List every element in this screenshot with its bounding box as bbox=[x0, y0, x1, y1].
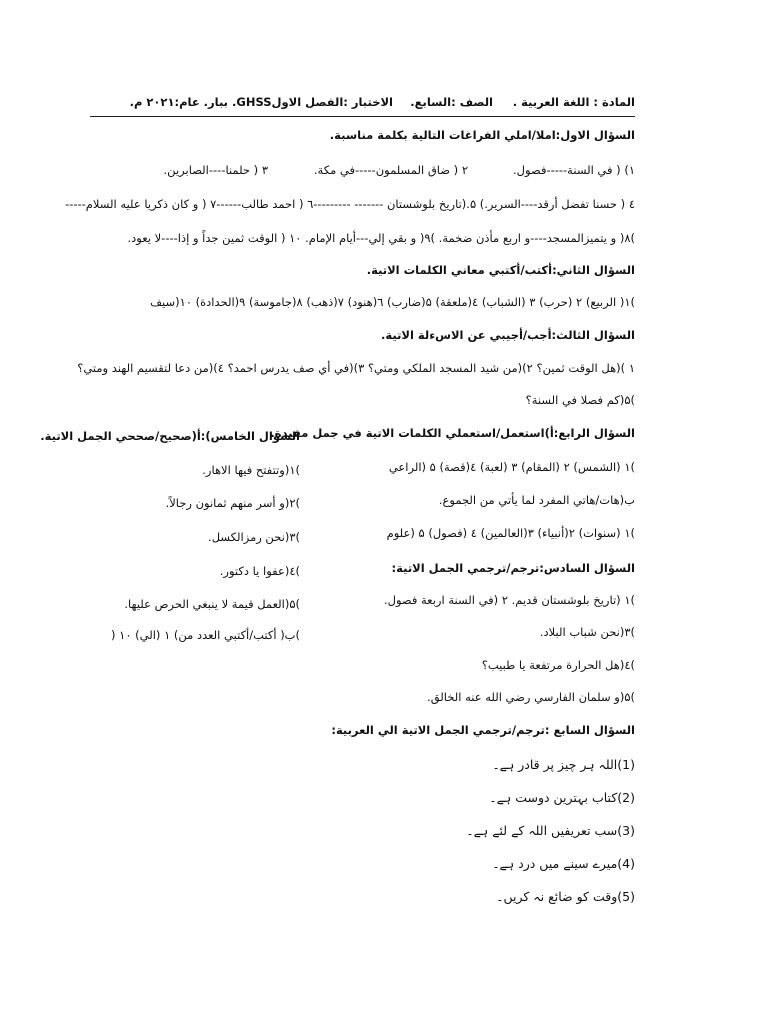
q3-line2: )۵(كم فصلا في السنة؟ bbox=[525, 393, 635, 407]
header-grade: الصف :السابع. bbox=[410, 95, 493, 109]
q7-title: السؤال السابع :ترجم/ترجمي الجمل الاتية الي العربية: bbox=[331, 723, 635, 737]
q5-item: )ب( أكتب/أكتبي العدد من) ۱ (الي) ۱۰ ( bbox=[110, 628, 300, 642]
q4-title: السؤال الرابع:أ)استعمل/استعملي الكلمات الاتية في جمل مفيدة. bbox=[270, 426, 635, 440]
q7-item: (2)کتاب بہترین دوست ہے۔ bbox=[489, 790, 635, 805]
q6-item: )۳(نحن شباب البلاد. bbox=[539, 625, 635, 639]
q7-item: (3)سب تعریفیں اللہ کے لئے ہے۔ bbox=[466, 823, 635, 838]
q5-title: السؤال الخامس):أ(صحيح/صححي الجمل الاتية. bbox=[40, 429, 300, 443]
q3-title: السؤال الثالث:أجب/أجيبي عن الاسءلة الاتية. bbox=[381, 328, 635, 342]
q5-item: )۵(العمل قيمة لا ينبغي الحرص عليها. bbox=[124, 597, 300, 611]
q5-item: )۳(نحن رمزالكسل. bbox=[208, 530, 300, 544]
q1-line1-a: ۱) ( في السنة-----فصول. bbox=[513, 163, 635, 177]
q1-line1-c: ۳ ( حلمنا----الصابرين. bbox=[163, 163, 268, 177]
q1-line1-b: ۲ ( ضاق المسلمون-----في مكة. bbox=[313, 163, 468, 177]
q7-item: (4)میرے سینے میں درد ہے۔ bbox=[492, 856, 635, 871]
q4-line2: ب(هات/هاتي المفرد لما يأتي من الجموع. bbox=[438, 493, 635, 507]
q5-item: )٤(عفوا يا دكتور. bbox=[219, 564, 300, 578]
q2-title: السؤال الثاني:أكتب/أكتبي معاني الكلمات الاتية. bbox=[366, 263, 635, 277]
q1-line2: ٤ ( حسنا تفضل أرقد----السرير.) ۵.(تاريخ بلوشستان ------- ---------٦ ( احمد طالب------۷ ( و كان ذكريا عليه السلام----- bbox=[65, 197, 635, 211]
q3-line1: ۱ )(هل الوقت ثمين؟ ۲)(من شيد المسجد الملكي ومتي؟ ۳)(في أي صف يدرس احمد؟ ٤)(من دعا لتقسيم الهند ومتي؟ bbox=[77, 361, 635, 375]
header-exam: الاختبار :الفصل الاولGHSS. ببار. عام:۲۰۲۱ م. bbox=[129, 95, 393, 109]
header-divider bbox=[90, 116, 635, 117]
q2-line1: )۱( الربيع) ۲ (حرب) ۳ (الشباب) ٤(ملعقة) ۵(ضارب) ٦(هنود) ۷(ذهب) ۸(جاموسة) ۹(الحدادة) ۱۰(سيف bbox=[150, 295, 635, 309]
q5-item: )۱(وتتفتح فيها الاهار. bbox=[202, 463, 300, 477]
q6-item: )۱ (تاريخ بلوشستان قديم. ۲ (في السنة اربعة فصول. bbox=[383, 593, 635, 607]
q4-line3: )۱ (سنوات) ۲(أنبياء) ۳(العالمين) ٤ (فصول) ۵ (علوم bbox=[386, 526, 635, 540]
q4-line1: )۱ (الشمس) ۲ (المقام) ۳ (لعبة) ٤(قصة) ۵ (الراعي bbox=[388, 460, 635, 474]
q1-title: السؤال الاول:املا/املي الفراغات التالية بكلمة مناسبة. bbox=[329, 128, 635, 142]
q6-item: )٤(هل الحرارة مرتفعة يا طبيب؟ bbox=[481, 658, 635, 672]
q1-line3: )۸( و يتميزالمسجد----و اربع مأذن ضخمة. )۹( و بقي إلي---أيام الإمام. ۱۰ ( الوقت ثمين جداً و إذا----لا يعود. bbox=[127, 231, 635, 245]
q7-item: (5)وقت کو ضائع نہ کریں۔ bbox=[496, 889, 635, 904]
header-subject: المادة : اللغة العربية . bbox=[512, 95, 635, 109]
q5-item: )۲(و أسر منهم ثمانون رجالاً. bbox=[165, 496, 300, 510]
q6-item: )۵(و سلمان الفارسي رضي الله عنه الخالق. bbox=[427, 690, 635, 704]
q6-title: السؤال السادس:ترجم/ترجمي الجمل الاتية: bbox=[391, 561, 635, 575]
q7-item: (1)اللہ ہر چیز پر قادر ہے۔ bbox=[492, 757, 635, 772]
